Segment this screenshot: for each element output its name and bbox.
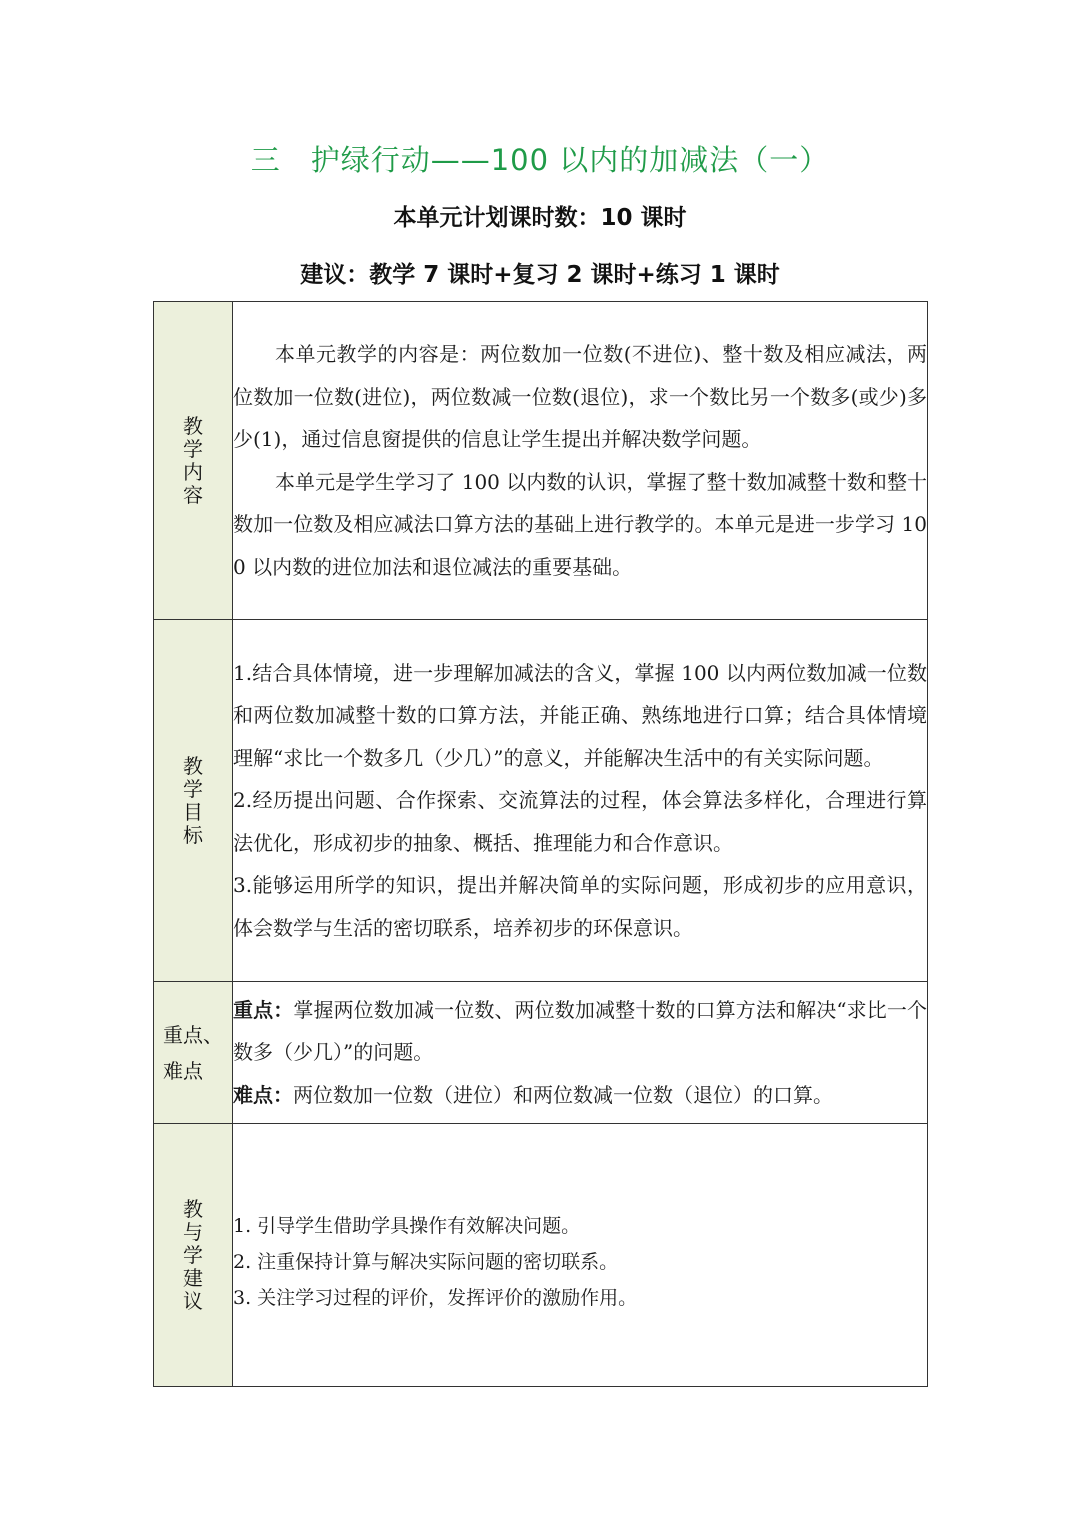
hours-suggestion: 建议：教学 7 课时+复习 2 课时+练习 1 课时 — [300, 262, 780, 288]
content-cell — [233, 1124, 928, 1387]
row-label-line: 重点、 — [163, 1022, 223, 1047]
difficult-point — [233, 1074, 927, 1117]
row-label-cell — [154, 1124, 233, 1387]
difficult-text: 两位数加一位数（进位）和两位数减一位数（退位）的口算。 — [293, 1082, 833, 1107]
row-teaching-goals — [154, 620, 928, 982]
row-label-line: 难点 — [163, 1058, 203, 1083]
content-paragraph: 本单元是学生学习了 100 以内数的认识，掌握了整十数加减整十数和整十数加一位数及相应减法口算方法的基础上进行教学的。本单元是进一步学习 100 以内数的进位加法和退位减法的重要基础。 — [233, 469, 927, 579]
suggestion-item: 1. 引导学生借助学具操作有效解决问题。 — [233, 1215, 581, 1237]
row-label — [163, 1017, 223, 1089]
key-label: 重点： — [233, 997, 294, 1022]
row-label: 教学内容 — [183, 413, 203, 507]
unit-title: 三 护绿行动——100 以内的加减法（一） — [250, 143, 830, 177]
row-teaching-content — [154, 302, 928, 620]
row-label: 教学目标 — [183, 753, 203, 847]
goal-item: 2.经历提出问题、合作探索、交流算法的过程，体会算法多样化，合理进行算法优化，形成初步的抽象、概括、推理能力和合作意识。 — [233, 788, 927, 855]
content-cell — [233, 620, 928, 982]
row-suggestions — [154, 1124, 928, 1387]
row-label-cell — [154, 620, 233, 982]
row-key-points — [154, 982, 928, 1124]
row-label-cell — [154, 982, 233, 1124]
planned-hours: 本单元计划课时数：10 课时 — [393, 205, 687, 231]
row-label-cell — [154, 302, 233, 620]
row-label: 教与学建议 — [183, 1196, 203, 1313]
difficult-label: 难点： — [233, 1082, 293, 1107]
content-paragraph: 本单元教学的内容是：两位数加一位数(不进位)、整十数及相应减法，两位数加一位数(进位)，两位数减一位数(退位)，求一个数比另一个数多(或少)多少(1)，通过信息窗提供的信息让学生提出并解决数学问题。 — [233, 342, 927, 451]
content-cell — [233, 302, 928, 620]
content-cell — [233, 982, 928, 1124]
key-point — [233, 989, 927, 1074]
suggestion-item: 2. 注重保持计算与解决实际问题的密切联系。 — [233, 1251, 619, 1273]
key-text: 掌握两位数加减一位数、两位数加减整十数的口算方法和解决“求比一个数多（少几）”的问题。 — [233, 997, 928, 1065]
suggestion-item: 3. 关注学习过程的评价，发挥评价的激励作用。 — [233, 1287, 638, 1309]
goal-item: 3.能够运用所学的知识，提出并解决简单的实际问题，形成初步的应用意识，体会数学与生活的密切联系，培养初步的环保意识。 — [233, 873, 927, 940]
lesson-plan-table — [153, 301, 928, 1387]
goal-item: 1.结合具体情境，进一步理解加减法的含义，掌握 100 以内两位数加减一位数和两位数加减整十数的口算方法，并能正确、熟练地进行口算；结合具体情境理解“求比一个数多几（少几）”的意义，并能解决生活中的有关实际问题。 — [233, 660, 927, 770]
